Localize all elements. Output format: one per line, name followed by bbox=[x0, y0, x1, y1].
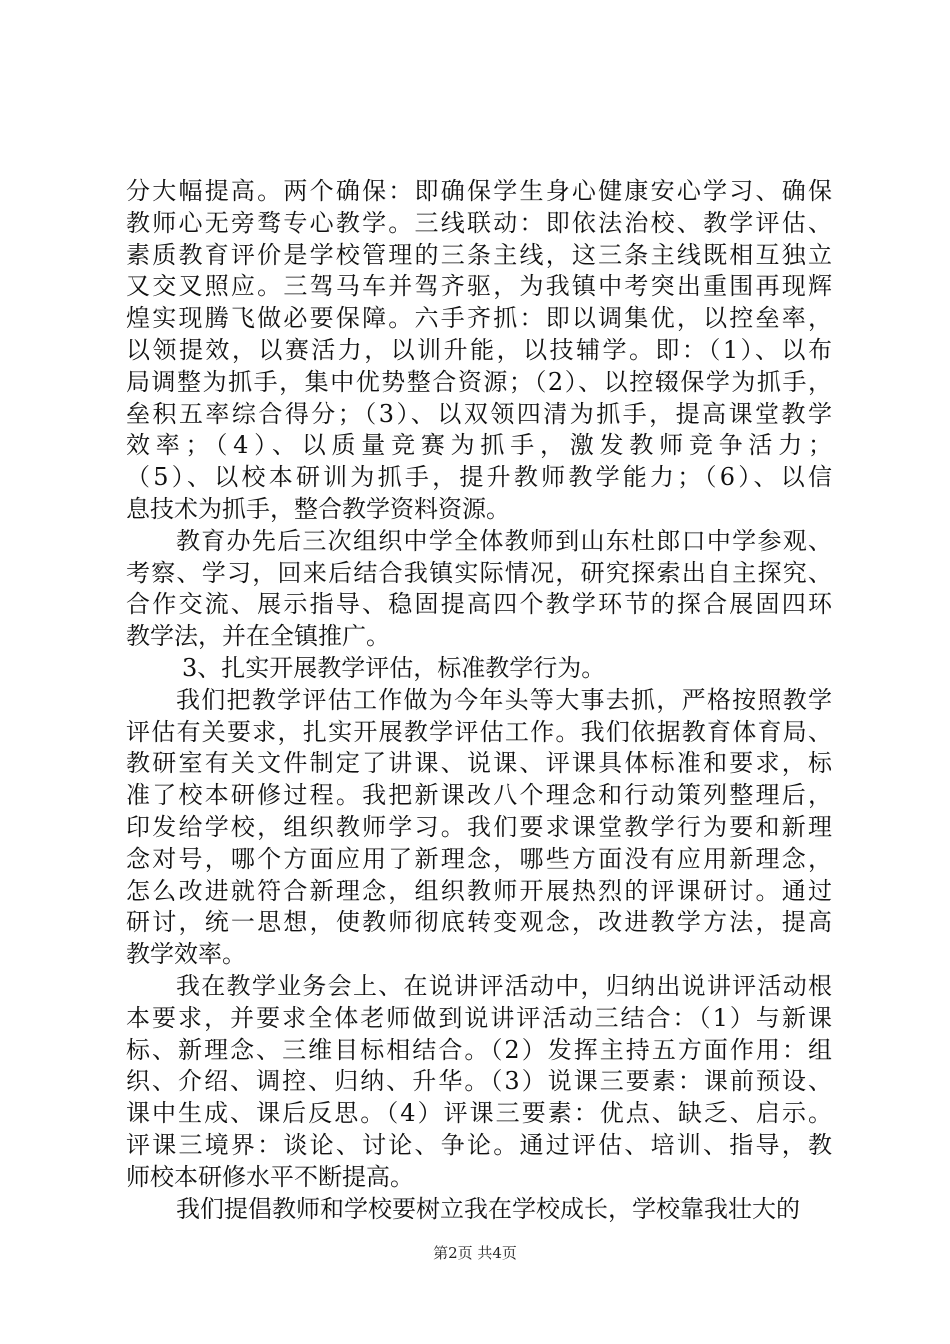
body-line: 我在教学业务会上、在说讲评活动中，归纳出说讲评活动根 bbox=[176, 971, 832, 1000]
body-line: 标、新理念、三维目标相结合。（2）发挥主持五方面作用：组 bbox=[126, 1035, 832, 1064]
body-line: 师校本研修水平不断提高。 bbox=[126, 1162, 414, 1191]
body-line: 垒积五率综合得分；（3）、以双领四清为抓手，提高课堂教学 bbox=[126, 399, 832, 428]
body-line: 又交叉照应。三驾马车并驾齐驱，为我镇中考突出重围再现辉 bbox=[126, 272, 832, 301]
body-line: 评估有关要求，扎实开展教学评估工作。我们依据教育体育局、 bbox=[126, 717, 832, 746]
body-line: 织、介绍、调控、归纳、升华。（3）说课三要素：课前预设、 bbox=[126, 1067, 832, 1096]
body-line: 评课三境界：谈论、讨论、争论。通过评估、培训、指导，教 bbox=[126, 1130, 832, 1159]
body-line: 教学效率。 bbox=[126, 940, 246, 969]
body-line: 息技术为抓手，整合教学资料资源。 bbox=[126, 494, 510, 523]
body-line: 念对号，哪个方面应用了新理念，哪些方面没有应用新理念， bbox=[126, 844, 832, 873]
section-heading: 3、扎实开展教学评估，标准教学行为。 bbox=[182, 653, 606, 682]
body-line: 我们把教学评估工作做为今年头等大事去抓，严格按照教学 bbox=[176, 685, 832, 714]
body-line: 教师心无旁骛专心教学。三线联动：即依法治校、教学评估、 bbox=[126, 208, 832, 237]
body-line: 素质教育评价是学校管理的三条主线，这三条主线既相互独立 bbox=[126, 240, 832, 269]
body-line: 以领提效，以赛活力，以训升能，以技辅学。即：（1）、以布 bbox=[126, 335, 832, 364]
document-body bbox=[126, 176, 832, 1225]
body-line: 印发给学校，组织教师学习。我们要求课堂教学行为要和新理 bbox=[126, 812, 832, 841]
body-line: 煌实现腾飞做必要保障。六手齐抓：即以调集优，以控垒率， bbox=[126, 304, 832, 333]
page-number-footer: 第2页 共4页 bbox=[433, 1244, 517, 1262]
body-line: 效率；（4）、以质量竞赛为抓手，激发教师竞争活力； bbox=[126, 431, 832, 460]
body-line: 准了校本研修过程。我把新课改八个理念和行动策列整理后， bbox=[126, 781, 832, 810]
body-line: 本要求，并要求全体老师做到说讲评活动三结合：（1）与新课 bbox=[126, 1003, 832, 1032]
body-line: 教研室有关文件制定了讲课、说课、评课具体标准和要求，标 bbox=[126, 749, 832, 778]
body-line: 教育办先后三次组织中学全体教师到山东杜郎口中学参观、 bbox=[176, 526, 832, 555]
body-line: 怎么改进就符合新理念，组织教师开展热烈的评课研讨。通过 bbox=[126, 876, 832, 905]
body-line: 研讨，统一思想，使教师彻底转变观念，改进教学方法，提高 bbox=[126, 908, 832, 937]
body-line: 分大幅提高。两个确保：即确保学生身心健康安心学习、确保 bbox=[126, 177, 832, 205]
body-line: 考察、学习，回来后结合我镇实际情况，研究探索出自主探究、 bbox=[126, 558, 832, 587]
body-line: 教学法，并在全镇推广。 bbox=[126, 622, 390, 651]
body-line: 合作交流、展示指导、稳固提高四个教学环节的探合展固四环 bbox=[126, 590, 832, 619]
body-line: 课中生成、课后反思。（4）评课三要素：优点、缺乏、启示。 bbox=[126, 1099, 832, 1128]
body-line: （5）、以校本研训为抓手，提升教师教学能力；（6）、以信 bbox=[126, 463, 832, 492]
body-line: 局调整为抓手，集中优势整合资源；（2）、以控辍保学为抓手， bbox=[126, 367, 832, 396]
body-line: 我们提倡教师和学校要树立我在学校成长，学校靠我壮大的 bbox=[176, 1194, 800, 1223]
